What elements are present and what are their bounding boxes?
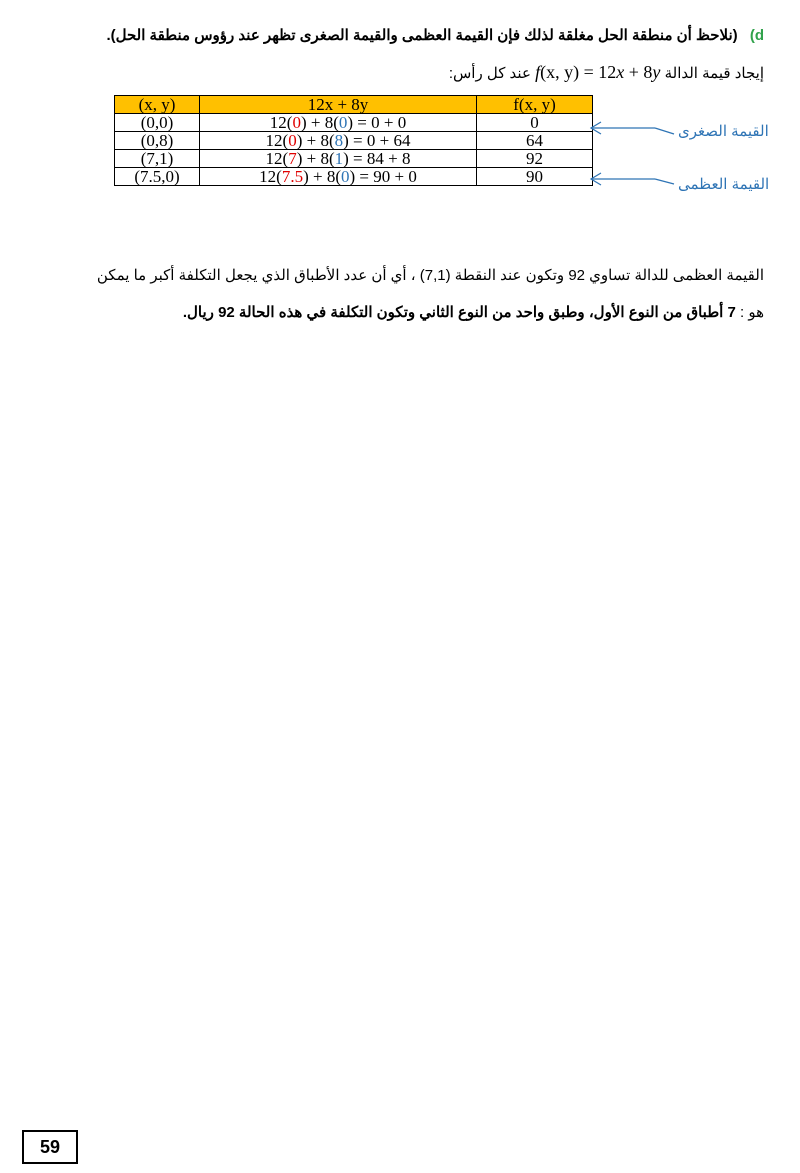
x-substitution: 7.5: [281, 167, 304, 186]
calc-part: 12(: [259, 167, 282, 186]
value-cell: 64: [477, 132, 593, 150]
x-substitution: 0: [292, 113, 301, 132]
header-point: (x, y): [115, 96, 200, 114]
y-substitution: 1: [334, 149, 344, 168]
value-cell: 92: [477, 150, 593, 168]
func-x: x: [616, 62, 625, 82]
value-cell: 0: [477, 114, 593, 132]
calc-part: ) = 84 + 8: [343, 149, 411, 168]
heading-text: (نلاحظ أن منطقة الحل مغلقة لذلك فإن القيمة العظمى والقيمة الصغرى تظهر عند رؤوس منطقة الحل).: [106, 27, 738, 44]
func-args: (x, y): [540, 62, 580, 82]
calc-part: ) + 8(: [300, 113, 339, 132]
calc-part: ) = 90 + 0: [349, 167, 417, 186]
point-cell: (0,8): [115, 132, 200, 150]
calc-part: ) = 0 + 0: [347, 113, 407, 132]
intro-before: إيجاد قيمة الدالة: [664, 65, 764, 82]
func-plus: + 8: [624, 62, 653, 82]
point-cell: (7,1): [115, 150, 200, 168]
point-cell: (7.5,0): [115, 168, 200, 186]
page-number: 59: [22, 1130, 78, 1164]
y-substitution: 8: [334, 131, 344, 150]
calc-part: ) + 8(: [296, 131, 335, 150]
calc-part: ) = 0 + 64: [343, 131, 411, 150]
calc-part: 12(: [269, 113, 293, 132]
conclusion-prefix: هو :: [740, 304, 764, 321]
func-y: y: [652, 62, 661, 82]
calc-part: ) + 8(: [303, 167, 341, 186]
header-value: f(x, y): [477, 96, 593, 114]
func-name: f: [535, 62, 541, 82]
min-connector-line: [655, 128, 674, 134]
conclusion-line-2: [183, 303, 764, 321]
min-value-label: القيمة الصغرى: [678, 123, 769, 140]
max-connector-line: [655, 179, 674, 184]
header-expression: 12x + 8y: [200, 96, 477, 114]
value-cell: 90: [477, 168, 593, 186]
y-substitution: 0: [341, 167, 350, 186]
max-value-label: القيمة العظمى: [678, 176, 770, 193]
calc-part: 12(: [265, 149, 289, 168]
calc-part: ) + 8(: [296, 149, 335, 168]
item-marker: d): [749, 27, 764, 44]
conclusion-line-1: القيمة العظمى للدالة تساوي 92 وتكون عند النقطة (7,1) ، أي أن عدد الأطباق الذي يجعل التكلفة أكبر ما يمكن: [96, 267, 764, 284]
x-substitution: 7: [288, 149, 297, 168]
func-eq: = 12: [579, 62, 617, 82]
annotation-arrows: [0, 0, 800, 240]
x-substitution: 0: [288, 131, 297, 150]
calc-part: 12(: [265, 131, 289, 150]
conclusion-answer: 7 أطباق من النوع الأول، وطبق واحد من النوع الثاني وتكون التكلفة في هذه الحالة 92 ريال.: [182, 304, 736, 321]
intro-after: عند كل رأس:: [448, 65, 531, 82]
y-substitution: 0: [338, 113, 348, 132]
point-cell: (0,0): [115, 114, 200, 132]
